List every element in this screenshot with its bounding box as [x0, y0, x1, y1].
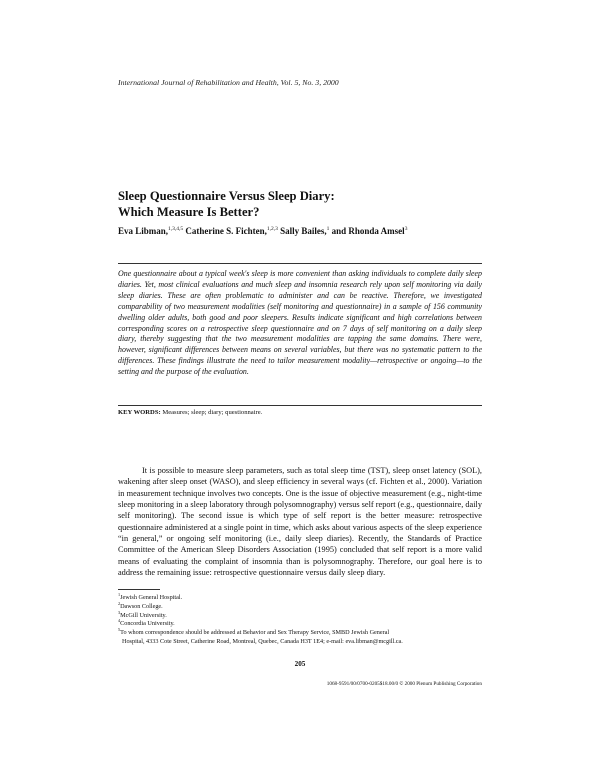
- body-paragraph: It is possible to measure sleep parameters, such as total sleep time (TST), sleep onset latency (SOL), wakening after sleep onset (WASO), and sleep efficiency in several ways (cf. Fichten et al., 2000). Variation in measurement technique involves two concepts. One is the issue of objective measurement (e.g., night-time sleep monitoring in a sleep laboratory through polysomnography) versus self report (e.g., questionnaire, daily self monitoring). The second issue is which type of self report is the better measure: retrospective questionnaire administered at a single point in time, which asks about various aspects of the sleep experience “in general,” or ongoing self monitoring (i.e., daily sleep diaries). Recently, the Standards of Practice Committee of the American Sleep Disorders Association (1995) concluded that self report is a more valid means of evaluating the complaint of insomnia than is polysomnography. Therefore, our goal here is to address the remaining issue: retrospective questionnaire versus daily sleep diary.: [118, 466, 482, 578]
- author-name: Sally Bailes,: [280, 226, 327, 236]
- abstract-bottom-rule: [118, 405, 482, 406]
- article-title: [118, 188, 498, 220]
- title-line-2: Which Measure Is Better?: [118, 205, 260, 219]
- affiliation-marks: 1,3,4,5: [168, 226, 184, 232]
- author-name: and Rhonda Amsel: [331, 226, 405, 236]
- footnote: $^3$McGill University.: [118, 609, 167, 619]
- copyright-line: 1068-9591/00/0700-0205$18.00/0 © 2000 Plenum Publishing Corporation: [326, 681, 482, 687]
- author-list: [118, 226, 498, 236]
- keywords-label: KEY WORDS:: [118, 409, 161, 416]
- author-name: Catherine S. Fichten,: [185, 226, 267, 236]
- footnote: $^2$Dawson College.: [118, 600, 163, 610]
- title-line-1: Sleep Questionnaire Versus Sleep Diary:: [118, 189, 335, 203]
- footnote: $^4$Concordia University.: [118, 618, 175, 628]
- body-text: [118, 465, 482, 578]
- affiliation-marks: 1,2,3: [266, 226, 278, 232]
- abstract: One questionnaire about a typical week's sleep is more convenient than asking individuals to complete daily sleep diaries. Yet, most clinical evaluations and much sleep and insomnia research rely upon self monitoring via daily sleep diaries. These are often problematic to administer and can be reactive. Therefore, we investigated comparability of two measurement modalities (self monitoring and questionnaire) in a sample of 156 community dwelling older adults, both good and poor sleepers. Results indicate significant and high correlations between corresponding scores on a retrospective sleep questionnaire and on 7 days of self monitoring on a daily sleep diary, thereby suggesting that the two measurement modalities are tapping the same domains. There were, however, significant differences between means on several variables, but there was no systematic pattern to the differences. These findings illustrate the need to tailor measurement modality—retrospective or ongoing—to the setting and the purpose of the evaluation.: [118, 269, 482, 377]
- page-number: 205: [294, 660, 306, 668]
- footnotes: [118, 591, 482, 647]
- affiliation-marks: 1: [326, 226, 330, 232]
- affiliation-marks: 3: [404, 226, 408, 232]
- author-name: Eva Libman,: [118, 226, 169, 236]
- journal-header: International Journal of Rehabilitation and Health, Vol. 5, No. 3, 2000: [118, 78, 339, 87]
- footnote-continuation: Hospital, 4333 Cote Street, Catherine Road, Montreal, Quebec, Canada H3T 1E4; e-mail: eva.libman@mcgill.ca.: [122, 637, 403, 645]
- footnote-rule: [118, 589, 160, 590]
- footnote: $^1$Jewish General Hospital.: [118, 591, 183, 601]
- keywords: [118, 409, 482, 416]
- abstract-top-rule: [118, 263, 482, 264]
- keywords-text: Measures; sleep; diary; questionnaire.: [162, 409, 263, 416]
- footnote: $^5$To whom correspondence should be addressed at Behavior and Sex Therapy Service, SMBD Jewish General: [118, 627, 390, 637]
